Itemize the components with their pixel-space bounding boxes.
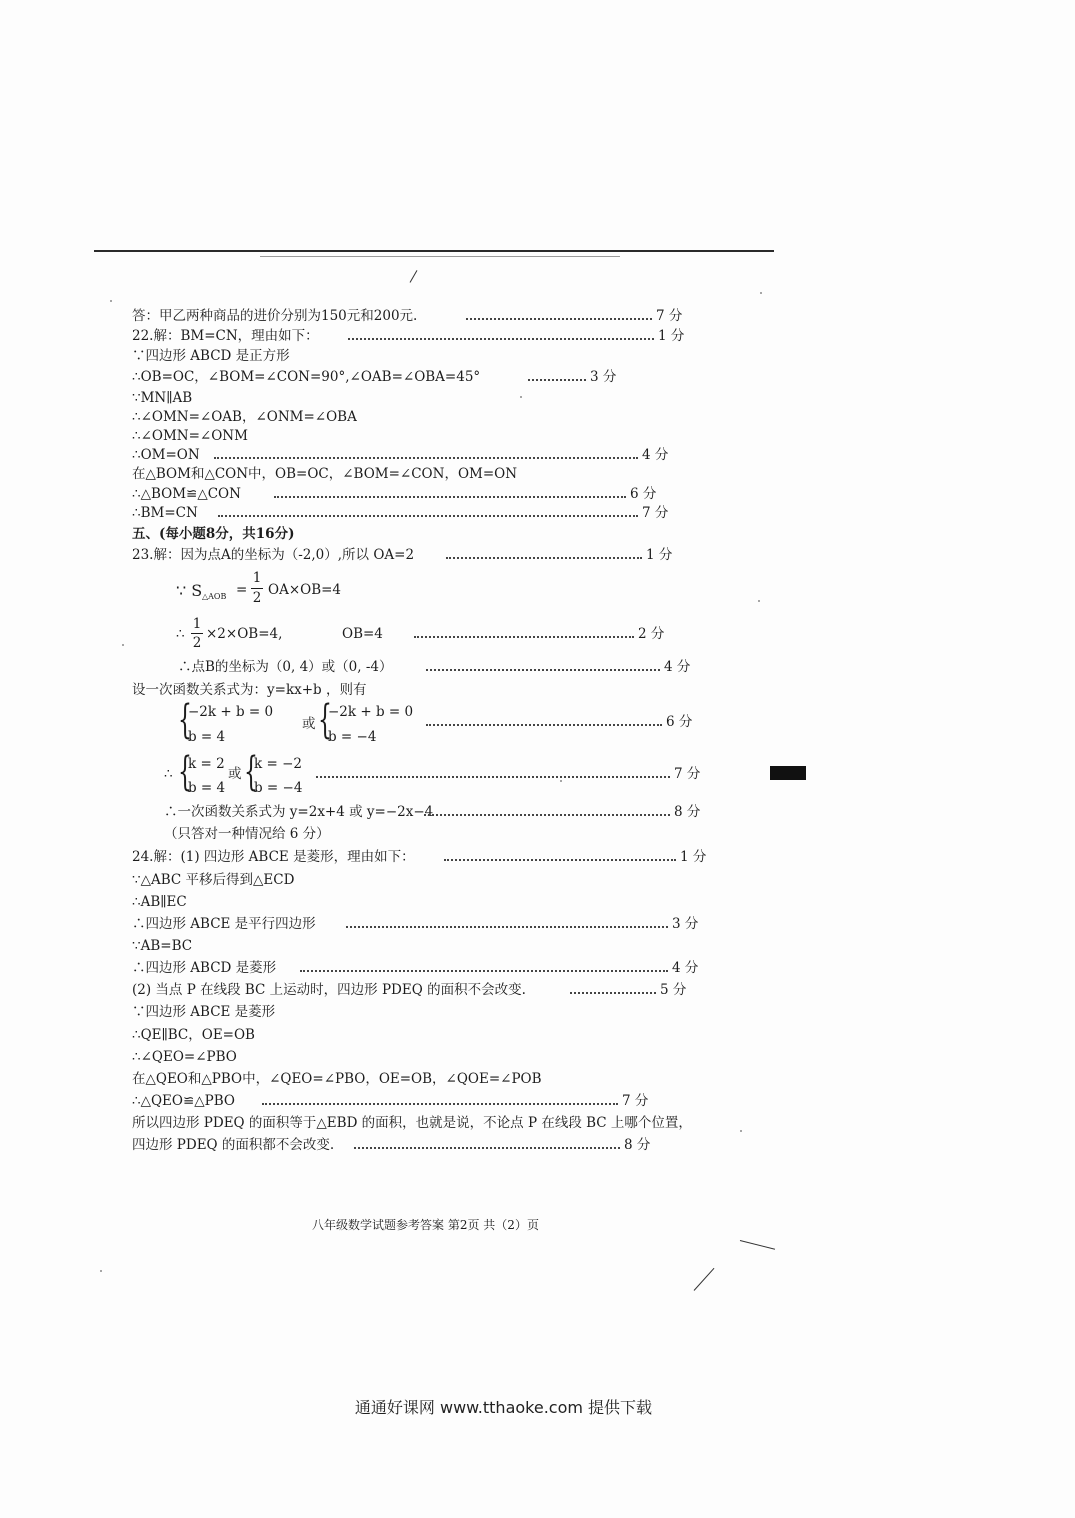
answer-line-9: 在△BOM和△CON中，OB=OC，∠BOM=∠CON，OM=ON — [132, 466, 518, 482]
scan-mark — [740, 1240, 775, 1250]
section-heading: 五、(每小题8分，共16分) — [132, 526, 295, 542]
download-credit: 通通好课网 www.tthaoke.com 提供下载 — [354, 1398, 653, 1417]
page-footer: 八年级数学试题参考答案 第2页 共（2）页 — [312, 1218, 539, 1232]
scan-black-mark — [770, 766, 806, 780]
scan-speck — [740, 1130, 742, 1132]
q24-line-3: ∴AB∥EC — [132, 894, 187, 910]
q24-line-10: ∴∠QEO=∠PBO — [132, 1049, 237, 1065]
scan-mark — [410, 270, 418, 283]
q24-line-2: ∵△ABC 平移后得到△ECD — [132, 872, 295, 888]
scan-speck — [760, 292, 762, 294]
scan-speck — [110, 300, 112, 302]
answer-line-5: ∵MN∥AB — [132, 390, 193, 406]
scan-speck — [100, 1270, 102, 1272]
scan-speck — [560, 780, 562, 782]
q24-line-13: 所以四边形 PDEQ 的面积等于△EBD 的面积，也就是说，不论点 P 在线段 BC 上哪个位置， — [132, 1115, 692, 1131]
scoring-note: （只答对一种情况给 6 分） — [164, 826, 330, 842]
answer-line-7: ∴∠OMN=∠ONM — [132, 428, 248, 444]
q24-line-8: ∵四边形 ABCE 是菱形 — [132, 1004, 276, 1020]
top-rule-faint — [260, 256, 620, 257]
scan-speck — [520, 396, 522, 398]
q24-line-9: ∴QE∥BC，OE=OB — [132, 1027, 255, 1043]
top-rule — [94, 250, 774, 252]
q24-line-11: 在△QEO和△PBO中，∠QEO=∠PBO，OE=OB，∠QOE=∠POB — [132, 1071, 542, 1087]
scan-speck — [758, 600, 760, 602]
scan-speck — [122, 644, 124, 646]
answer-line-3: ∵四边形 ABCD 是正方形 — [132, 348, 290, 364]
setup-line: 设一次函数关系式为：y=kx+b ，则有 — [132, 682, 367, 698]
scan-mark — [694, 1268, 715, 1291]
answer-line-6: ∴∠OMN=∠OAB，∠ONM=∠OBA — [132, 409, 357, 425]
q24-line-5: ∵AB=BC — [132, 938, 193, 954]
